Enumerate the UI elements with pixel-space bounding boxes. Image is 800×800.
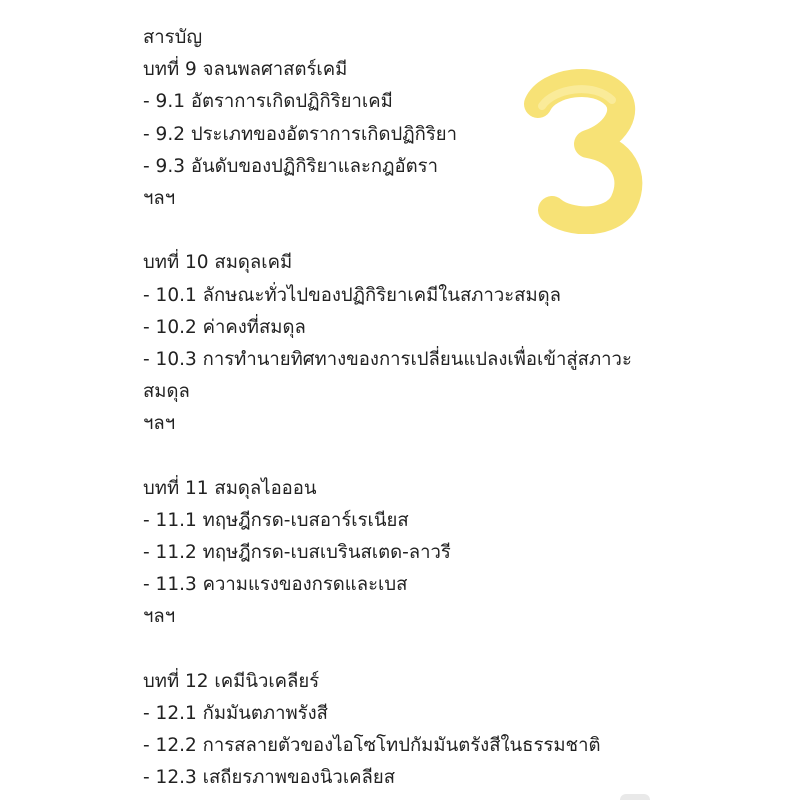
toc-item: - 12.3 เสถียรภาพของนิวเคลียส xyxy=(143,767,395,789)
toc-item: - 11.1 ทฤษฎีกรด-เบสอาร์เรเนียส xyxy=(143,509,409,531)
toc-title: สารบัญ xyxy=(143,27,203,48)
toc-item: - 9.2 ประเภทของอัตราการเกิดปฏิกิริยา xyxy=(143,123,458,145)
spacer xyxy=(143,634,783,666)
chapter-heading: บทที่ 9 จลนพลศาสตร์เคมี xyxy=(143,59,348,81)
toc-item-continuation: สมดุล xyxy=(143,381,190,403)
toc-item: - 9.3 อันดับของปฏิกิริยาและกฎอัตรา xyxy=(143,155,438,177)
etc-marker: ฯลฯ xyxy=(143,606,176,628)
etc-marker: ฯลฯ xyxy=(143,413,176,435)
spacer xyxy=(143,440,783,472)
toc-item: - 9.1 อัตราการเกิดปฏิกิริยาเคมี xyxy=(143,91,393,113)
toc-item: - 12.2 การสลายตัวของไอโซโทปกัมมันตรังสีในธรรมชาติ xyxy=(143,735,601,757)
toc-item: - 10.3 การทำนายทิศทางของการเปลี่ยนแปลงเพื่อเข้าสู่สภาวะ xyxy=(143,348,632,370)
chapter-11 xyxy=(143,473,783,634)
chapter-9 xyxy=(143,54,783,215)
chapter-10 xyxy=(143,247,783,440)
number-three-shape xyxy=(538,83,628,220)
toc-item: - 11.2 ทฤษฎีกรด-เบสเบรินสเตด-ลาวรี xyxy=(143,542,451,563)
page-edge-mark xyxy=(620,794,650,800)
number-three-sticker xyxy=(518,64,648,234)
table-of-contents xyxy=(143,22,783,795)
chapter-12 xyxy=(143,666,783,795)
toc-item: - 10.1 ลักษณะทั่วไปของปฏิกิริยาเคมีในสภาวะสมดุล xyxy=(143,284,562,306)
toc-item: - 12.1 กัมมันตภาพรังสี xyxy=(143,702,328,724)
chapter-heading: บทที่ 12 เคมีนิวเคลียร์ xyxy=(143,670,320,692)
toc-item: - 11.3 ความแรงของกรดและเบส xyxy=(143,574,408,596)
etc-marker: ฯลฯ xyxy=(143,187,176,209)
chapter-heading: บทที่ 11 สมดุลไอออน xyxy=(143,477,317,499)
spacer xyxy=(143,215,783,247)
toc-item: - 10.2 ค่าคงที่สมดุล xyxy=(143,316,306,338)
chapter-heading: บทที่ 10 สมดุลเคมี xyxy=(143,252,293,274)
